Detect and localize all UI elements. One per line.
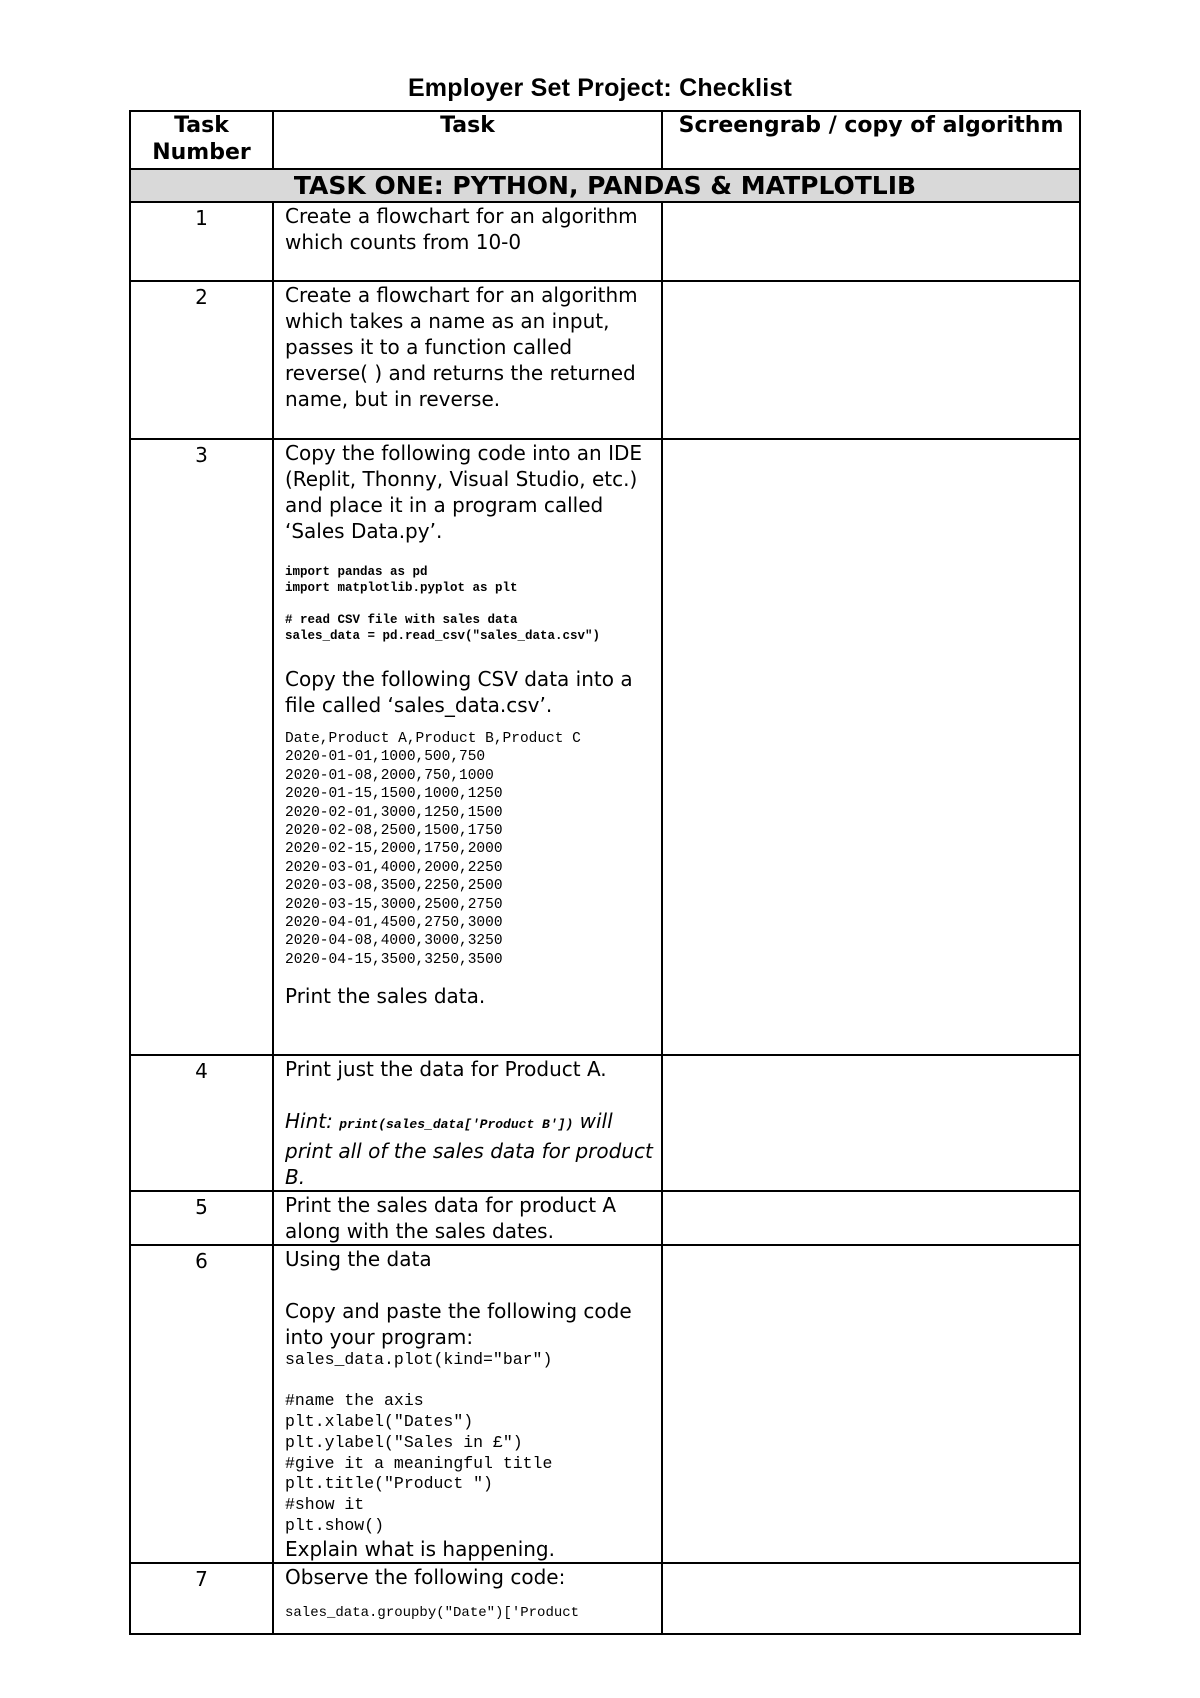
screengrab-cell[interactable]	[662, 1563, 1080, 1634]
task-outro: Print the sales data.	[285, 984, 486, 1009]
task-text: Create a flowchart for an algorithm which takes a name as an input, passes it to a function called reverse( ) and returns the returned name, but in reverse.	[273, 281, 662, 439]
task-cell	[273, 1245, 662, 1563]
table-row	[130, 281, 1080, 439]
header-screengrab: Screengrab / copy of algorithm	[662, 111, 1080, 169]
task-cell	[273, 439, 662, 1055]
table-row	[130, 1563, 1080, 1634]
hint-code: print(sales_data['Product B'])	[339, 1117, 574, 1132]
task-number: 5	[130, 1191, 273, 1245]
table-row	[130, 439, 1080, 1055]
task-outro: Explain what is happening.	[285, 1537, 555, 1562]
checklist-table	[129, 110, 1081, 1635]
task-intro: Using the data	[285, 1247, 432, 1271]
task-cell	[273, 1055, 662, 1191]
screengrab-cell[interactable]	[662, 281, 1080, 439]
screengrab-cell[interactable]	[662, 1245, 1080, 1563]
task-intro: Copy the following code into an IDE (Replit, Thonny, Visual Studio, etc.) and place it in a program called ‘Sales Data.py’.	[285, 441, 643, 543]
hint-rest: will print all of the sales data for product B.	[285, 1109, 653, 1189]
task-text: Create a flowchart for an algorithm which counts from 10-0	[273, 202, 662, 281]
task-number: 2	[130, 281, 273, 439]
screengrab-cell[interactable]	[662, 439, 1080, 1055]
code-block: import pandas as pd import matplotlib.pyplot as plt # read CSV file with sales data sales_data = pd.read_csv("sales_data.csv")	[285, 565, 601, 643]
table-row	[130, 1055, 1080, 1191]
task-copy-instruction: Copy and paste the following code into your program:	[285, 1299, 632, 1349]
table-row	[130, 1245, 1080, 1563]
page-title: Employer Set Project: Checklist	[407, 74, 793, 102]
table-row	[130, 202, 1080, 281]
csv-intro: Copy the following CSV data into a file called ‘sales_data.csv’.	[285, 667, 633, 717]
code-block: sales_data.plot(kind="bar") #name the axis plt.xlabel("Dates") plt.ylabel("Sales in £") #give it a meaningful title plt.title("Product ") #show it plt.show()	[285, 1350, 553, 1535]
task-number: 1	[130, 202, 273, 281]
task-text: Print just the data for Product A.	[285, 1057, 607, 1081]
header-task: Task	[273, 111, 662, 169]
task-number: 6	[130, 1245, 273, 1563]
screengrab-cell[interactable]	[662, 1055, 1080, 1191]
section-title: TASK ONE: PYTHON, PANDAS & MATPLOTLIB	[130, 169, 1080, 202]
section-row	[130, 169, 1080, 202]
table-row	[130, 1191, 1080, 1245]
csv-block: Date,Product A,Product B,Product C 2020-01-01,1000,500,750 2020-01-08,2000,750,1000 2020-01-15,1500,1000,1250 2020-02-01,3000,1250,1500 2020-02-08,2500,1500,1750 2020-02-15,2000,1750,2000 2020-03-01,4000,2000,2250 2020-03-08,3500,2250,2500 2020-03-15,3000,2500,2750 2020-04-01,4500,2750,3000 2020-04-08,4000,3000,3250 2020-04-15,3500,3250,3500	[285, 731, 581, 968]
task-number: 4	[130, 1055, 273, 1191]
task-text: Print the sales data for product A along with the sales dates.	[273, 1191, 662, 1245]
task-cell	[273, 1563, 662, 1634]
task-number: 3	[130, 439, 273, 1055]
task-number: 7	[130, 1563, 273, 1634]
task-intro: Observe the following code:	[285, 1565, 566, 1590]
screengrab-cell[interactable]	[662, 1191, 1080, 1245]
header-row	[130, 111, 1080, 169]
header-task-number: Task Number	[130, 111, 273, 169]
code-block: sales_data.groupby("Date")['Product	[285, 1605, 580, 1622]
hint-text	[285, 1108, 657, 1190]
hint-label: Hint:	[285, 1109, 333, 1133]
screengrab-cell[interactable]	[662, 202, 1080, 281]
